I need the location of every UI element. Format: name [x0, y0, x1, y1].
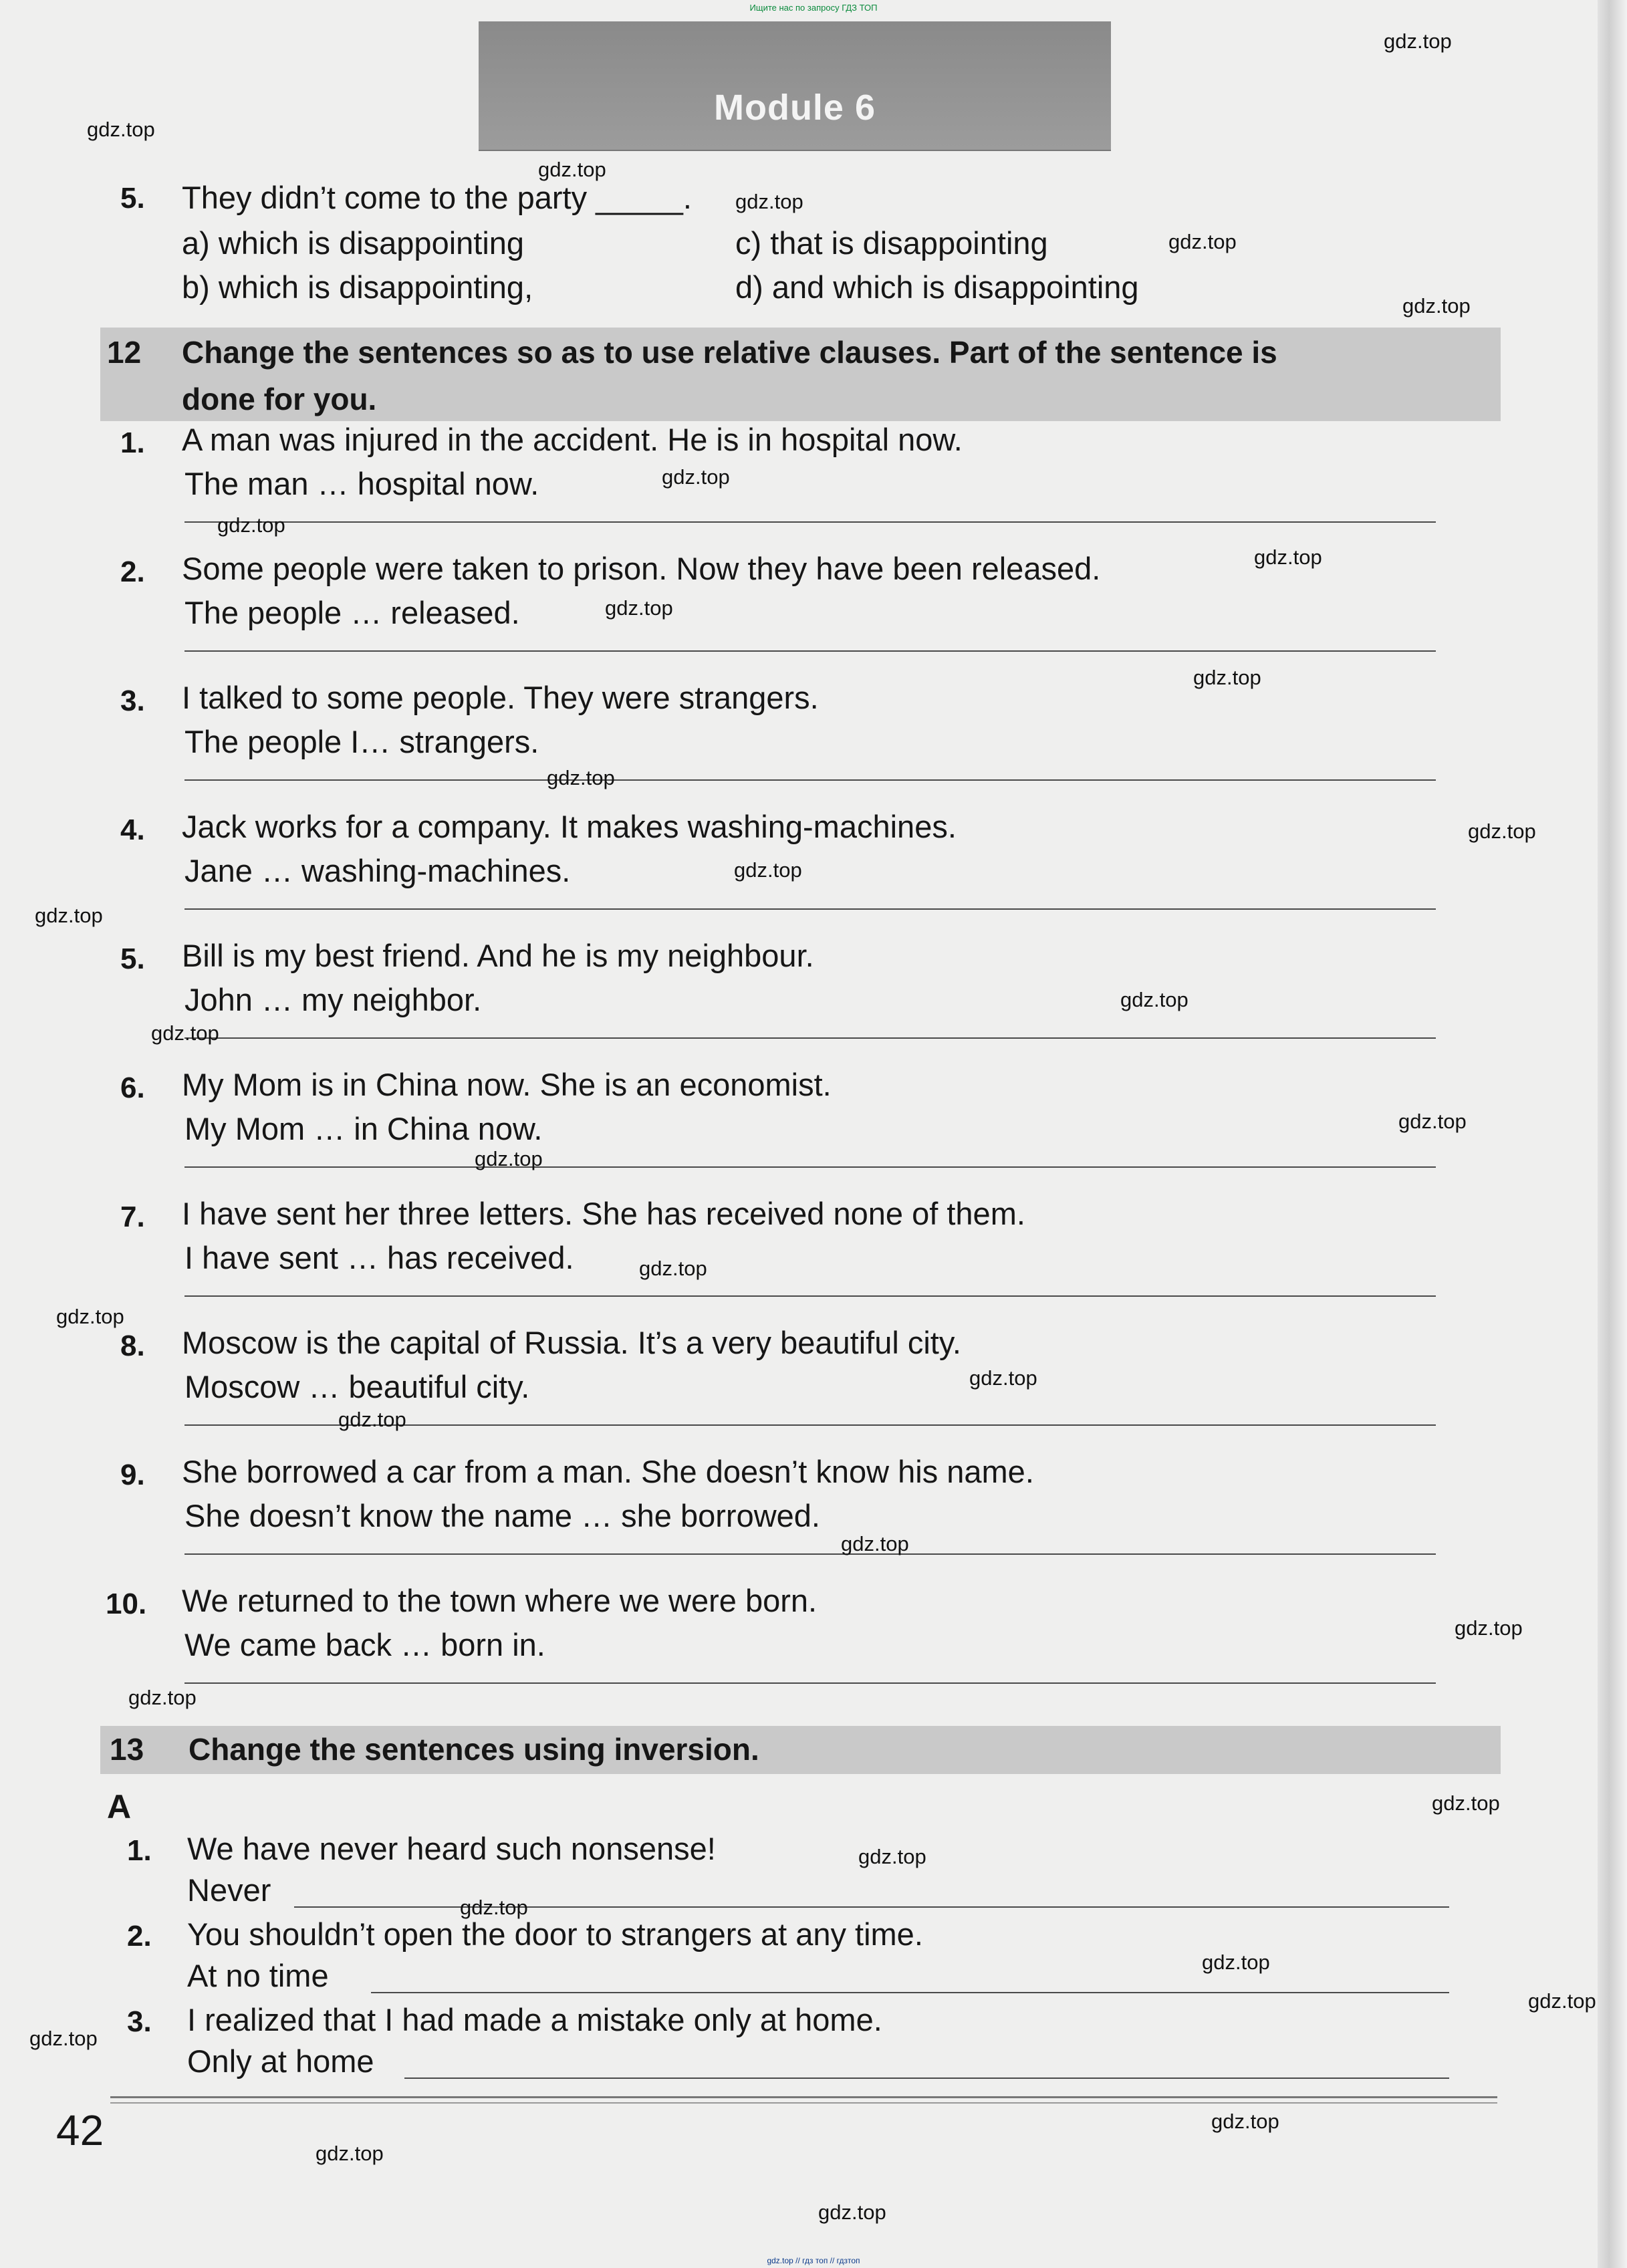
item-prompt: Jane … washing-machines. [184, 853, 571, 888]
item-prompt: She doesn’t know the name … she borrowed. [184, 1498, 820, 1533]
watermark-text: gdz.top [316, 2142, 384, 2165]
option-d: d) and which is disappointing [735, 269, 1139, 305]
watermark-text: gdz.top [662, 465, 730, 489]
watermark-text: gdz.top [1120, 988, 1188, 1011]
answer-line[interactable] [184, 650, 1436, 652]
item-sentence: I have sent her three letters. She has received none of them. [182, 1196, 1025, 1231]
watermark-text: gdz.top [547, 766, 615, 789]
item-number: 8. [120, 1330, 145, 1362]
watermark-text: gdz.top [128, 1686, 197, 1709]
watermark-text: gdz.top [151, 1021, 219, 1045]
watermark-text: gdz.top [734, 858, 802, 882]
item-number: 1. [120, 426, 145, 459]
top-link[interactable]: Ищите нас по запросу ГДЗ ТОП [749, 3, 878, 13]
option-b: b) which is disappointing, [182, 269, 533, 305]
watermark-text: gdz.top [1384, 29, 1452, 53]
item-prompt: My Mom … in China now. [184, 1111, 543, 1146]
answer-line[interactable] [184, 1682, 1436, 1684]
answer-line[interactable] [184, 908, 1436, 910]
watermark-text: gdz.top [217, 513, 285, 537]
item-prompt: Moscow … beautiful city. [184, 1369, 530, 1404]
footer-rule [110, 2096, 1497, 2104]
item-sentence: Jack works for a company. It makes washing-machines. [182, 809, 957, 844]
watermark-text: gdz.top [735, 190, 803, 213]
module-header [479, 21, 1111, 151]
item-number: 6. [120, 1072, 145, 1104]
watermark-text: gdz.top [538, 158, 606, 181]
answer-line[interactable] [184, 1037, 1436, 1039]
watermark-text: gdz.top [639, 1257, 707, 1280]
answer-line[interactable] [184, 1166, 1436, 1168]
watermark-text: gdz.top [818, 2200, 886, 2224]
item-sentence: My Mom is in China now. She is an economist. [182, 1067, 832, 1102]
item-sentence: A man was injured in the accident. He is in hospital now. [182, 422, 963, 457]
item-prompt: At no time [187, 1958, 329, 1993]
watermark-text: gdz.top [87, 118, 155, 141]
exercise-12-instruction-line2: done for you. [182, 382, 377, 416]
page-binding-edge [1598, 0, 1627, 2268]
bottom-link[interactable]: gdz.top // гдз топ // гдзтоп [767, 2256, 860, 2265]
watermark-text: gdz.top [1211, 2110, 1279, 2133]
item-sentence: We have never heard such nonsense! [187, 1831, 716, 1866]
item-number: 1. [127, 1834, 152, 1867]
answer-line[interactable] [184, 779, 1436, 781]
watermark-text: gdz.top [841, 1532, 909, 1555]
item-sentence: I talked to some people. They were strangers. [182, 680, 819, 715]
watermark-text: gdz.top [1432, 1791, 1500, 1815]
item-sentence: Moscow is the capital of Russia. It’s a very beautiful city. [182, 1325, 961, 1360]
item-number: 9. [120, 1459, 145, 1491]
exercise-12-instruction-line1: Change the sentences so as to use relative clauses. Part of the sentence is [182, 335, 1277, 370]
item-prompt: The people I… strangers. [184, 724, 539, 759]
item-sentence: You shouldn’t open the door to strangers at any time. [187, 1916, 923, 1952]
section-a-label: A [107, 1788, 132, 1825]
item-sentence: I realized that I had made a mistake only at home. [187, 2002, 882, 2037]
watermark-text: gdz.top [858, 1845, 926, 1868]
watermark-text: gdz.top [605, 596, 673, 620]
item-prompt: I have sent … has received. [184, 1240, 574, 1275]
exercise-12-number: 12 [107, 335, 142, 370]
module-title: Module 6 [713, 88, 876, 128]
item-sentence: Some people were taken to prison. Now they have been released. [182, 551, 1101, 586]
watermark-text: gdz.top [475, 1147, 543, 1170]
option-c: c) that is disappointing [735, 225, 1048, 261]
watermark-text: gdz.top [1528, 1989, 1596, 2013]
item-prompt: Only at home [187, 2043, 374, 2079]
item-number: 5. [120, 942, 145, 975]
exercise-13-instruction: Change the sentences using inversion. [189, 1732, 759, 1767]
answer-line[interactable] [404, 2077, 1449, 2079]
carryover-question: They didn’t come to the party _____. [182, 180, 692, 215]
answer-line[interactable] [184, 1553, 1436, 1555]
watermark-text: gdz.top [35, 904, 103, 927]
answer-line[interactable] [184, 1295, 1436, 1297]
watermark-text: gdz.top [1202, 1950, 1270, 1974]
watermark-text: gdz.top [1193, 666, 1261, 689]
carryover-number: 5. [120, 182, 145, 215]
item-number: 2. [127, 1920, 152, 1952]
item-number: 3. [127, 2005, 152, 2038]
watermark-text: gdz.top [460, 1896, 528, 1919]
watermark-text: gdz.top [1402, 294, 1471, 318]
item-prompt: The man … hospital now. [184, 466, 539, 501]
watermark-text: gdz.top [1168, 230, 1237, 253]
watermark-text: gdz.top [1455, 1616, 1523, 1640]
watermark-text: gdz.top [338, 1408, 406, 1431]
item-prompt: John … my neighbor. [184, 982, 482, 1017]
item-sentence: Bill is my best friend. And he is my neighbour. [182, 938, 814, 973]
watermark-text: gdz.top [1254, 545, 1322, 569]
answer-line[interactable] [184, 521, 1436, 523]
item-number: 4. [120, 813, 145, 846]
item-number: 2. [120, 555, 145, 588]
answer-line[interactable] [371, 1992, 1449, 1993]
item-sentence: She borrowed a car from a man. She doesn’t know his name. [182, 1454, 1034, 1489]
watermark-text: gdz.top [29, 2027, 98, 2050]
watermark-text: gdz.top [56, 1305, 124, 1328]
item-number: 3. [120, 684, 145, 717]
page-number: 42 [56, 2106, 104, 2154]
watermark-text: gdz.top [1468, 820, 1536, 843]
option-a: a) which is disappointing [182, 225, 525, 261]
item-number: 7. [120, 1201, 145, 1233]
exercise-13-number: 13 [110, 1732, 144, 1767]
watermark-text: gdz.top [1398, 1110, 1467, 1133]
watermark-text: gdz.top [969, 1366, 1037, 1390]
item-sentence: We returned to the town where we were born. [182, 1583, 818, 1618]
item-prompt: The people … released. [184, 595, 520, 630]
item-prompt: We came back … born in. [184, 1627, 545, 1662]
item-prompt: Never [187, 1872, 271, 1908]
item-number: 10. [106, 1588, 147, 1620]
